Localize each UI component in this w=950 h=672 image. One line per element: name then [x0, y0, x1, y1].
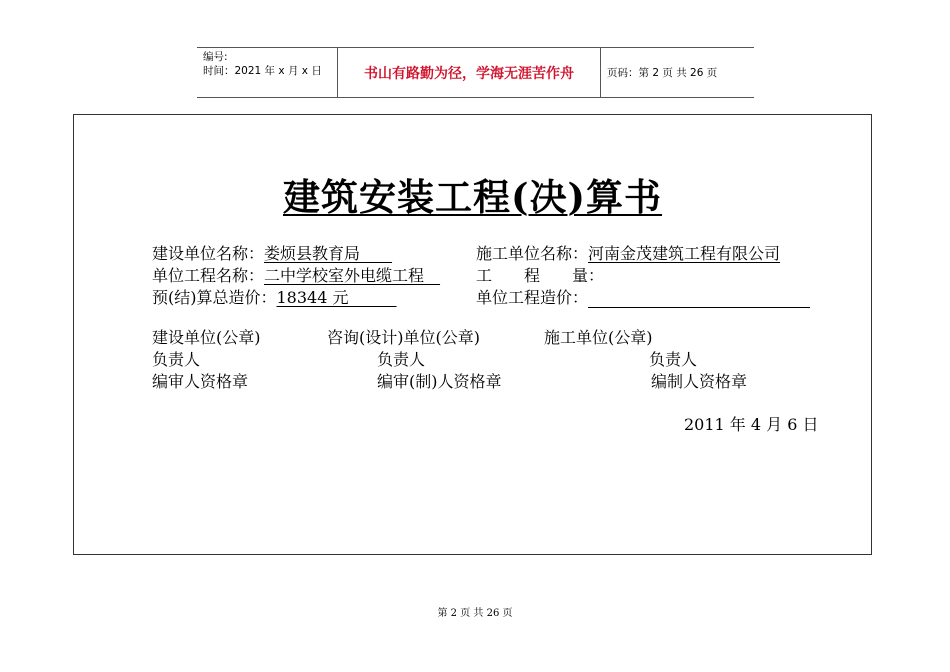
time-label: 时间：2021 年 x 月 x 日 — [203, 65, 322, 77]
reviewer-maker-seal: 编审(制)人资格章 — [377, 372, 502, 391]
document-title: 建筑安装工程(决)算书 — [282, 175, 662, 219]
maker-seal: 编制人资格章 — [651, 372, 748, 391]
person-in-charge-contractor: 负责人 — [649, 350, 698, 369]
page-code-cell — [601, 48, 754, 97]
document-frame — [73, 114, 872, 555]
number-label: 编号: — [203, 51, 228, 63]
footer-page-text: 第 2 页 共 26 页 — [437, 608, 513, 619]
motto-cell — [338, 48, 601, 97]
seal-consultant: 咨询(设计)单位(公章) — [327, 328, 480, 347]
person-in-charge-builder: 负责人 — [152, 350, 201, 369]
contractor-row: 施工单位名称：河南金茂建筑工程有限公司 — [476, 244, 781, 263]
seal-builder: 建设单位(公章) — [152, 328, 261, 347]
header-table — [197, 47, 754, 98]
quantity-row: 工 程 量： — [476, 266, 605, 285]
document-date: 2011 年 4 月 6 日 — [684, 415, 819, 434]
page-footer — [0, 604, 950, 619]
seal-contractor: 施工单位(公章) — [544, 328, 653, 347]
reviewer-seal: 编审人资格章 — [152, 372, 249, 391]
project-value: 二中学校室外电缆工程 — [264, 266, 425, 285]
project-row: 单位工程名称：二中学校室外电缆工程 — [152, 266, 425, 285]
motto-text: 书山有路勤为径，学海无涯苦作舟 — [364, 65, 574, 82]
contractor-value: 河南金茂建筑工程有限公司 — [588, 244, 781, 263]
unit-cost-blank — [588, 291, 810, 308]
page-code-text: 页码：第 2 页 共 26 页 — [607, 67, 718, 79]
unit-cost-row: 单位工程造价： — [476, 285, 810, 308]
construction-unit-value: 娄烦县教育局 — [264, 244, 361, 263]
construction-unit-row: 建设单位名称：娄烦县教育局 — [152, 244, 361, 263]
person-in-charge-consultant: 负责人 — [377, 350, 426, 369]
total-cost-row: 预(结)算总造价：18344 元 — [152, 288, 349, 307]
total-cost-value: 18344 元 — [276, 288, 349, 307]
header-meta-cell — [197, 48, 338, 97]
